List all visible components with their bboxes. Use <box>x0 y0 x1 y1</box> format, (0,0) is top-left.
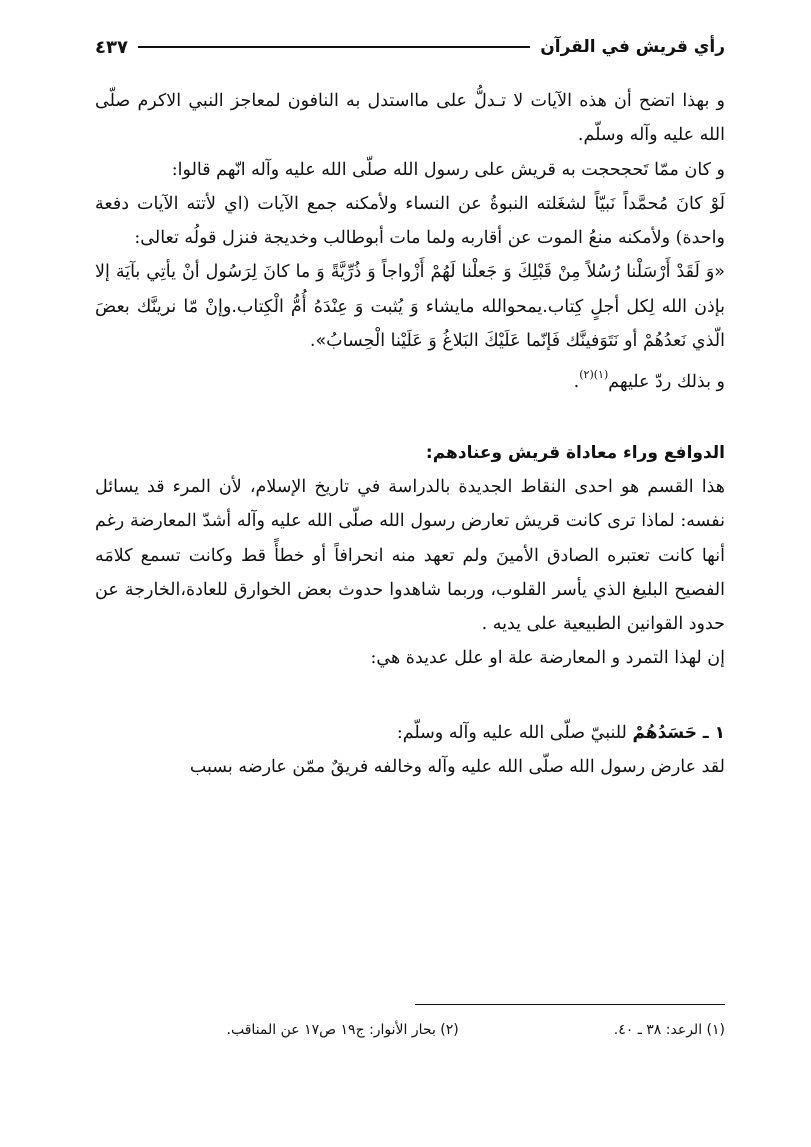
running-header <box>95 30 725 64</box>
list-item-1-label: ١ ـ حَسَدُهُمْ <box>632 722 725 743</box>
header-title: رأي قريش في القرآن <box>540 37 725 57</box>
spacer <box>95 400 725 436</box>
paragraph-5-end: . <box>573 372 580 393</box>
footnote-refs: (١)(٢) <box>579 368 609 382</box>
footnote-2: (٢) بحار الأنوار: ج١٩ ص١٧ عن المناقب. <box>226 1022 459 1038</box>
paragraph-1: و بهذا اتضح أن هذه الآيات لا تـدلُّ على مااستدل به النافون لمعاجز النبي الاكرم صلّى الله عليه وآله وسلّم. <box>95 91 725 146</box>
list-item-1 <box>95 716 725 750</box>
main-text <box>95 84 725 784</box>
paragraph-8: لقد عارض رسول الله صلّى الله عليه وآله وخالفه فريقٌ ممّن عارضه بسبب <box>189 757 725 778</box>
page-number: ٤٣٧ <box>95 36 128 58</box>
list-item-1-text: للنبيّ صلّى الله عليه وآله وسلّم: <box>396 722 627 743</box>
quran-quote: «وَ لَقَدْ أَرْسَلْنا رُسُلاً مِنْ قَبْلِكَ وَ جَعلْنا لَهُمْ أَزْواجاً وَ ذُرِّيَّةً وَ ما كانَ لِرَسُول أنْ يأتِي بآيَة إلا بإذن الله لِكل أجلٍ كِتاب.يمحوالله مايشاء وَ يُثبت وَ عِنْدَهُ أُمُّ الْكِتاب.وإنْ مّا نرينَّك بعضَ الّذي نَعدُهُمْ أو نَتَوَفينَّك فَإنّما عَلَيْكَ البَلاغُ وَ عَلَيْنا الْحِسابُ». <box>95 262 725 352</box>
footnotes <box>95 1022 725 1038</box>
header-rule <box>138 46 530 48</box>
paragraph-5 <box>95 358 725 399</box>
paragraph-2: و كان ممّا تَحجحجت به قريش على رسول الله صلّى الله عليه وآله انّهم قالوا: <box>171 159 725 180</box>
paragraph-5-text: و بذلك ردّ عليهم <box>608 372 725 393</box>
paragraph-7: إن لهذا التمرد و المعارضة علة او علل عديدة هي: <box>370 648 725 669</box>
footnote-1: (١) الرعد: ٣٨ ـ ٤٠. <box>613 1022 725 1038</box>
section-heading: الدوافع وراء معاداة قريش وعنادهم: <box>425 442 725 463</box>
spacer <box>95 676 725 716</box>
footnote-rule <box>415 1004 725 1005</box>
paragraph-6: هذا القسم هو احدى النقاط الجديدة بالدراسة في تاريخ الإسلام، لأن المرء قد يسائل نفسه: لماذا ترى كانت قريش تعارض رسول الله صلّى الله عليه وآله أشدّ المعارضة رغم أنها كانت تعتبره الصادق الأمينَ ولم تعهد منه انحرافاً أو خطأً قط وكانت تسمع كلامَه الفصيح البليغ الذي يأسر القلوب، وربما شاهدوا حدوث بعض الخوارق للعادة،الخارجة عن حدود القوانين الطبيعية على يديه . <box>95 476 725 635</box>
paragraph-3: لَوْ كانَ مُحمَّداً نَبيّاً لشغَلته النبوةُ عن النساء ولأمكنه جمع الآيات (اي لأتته الآيات دفعة واحدة) ولأمكنه منعُ الموت عن أقاربه ولما مات أبوطالب وخديجة فنزل قولُه تعالى: <box>95 193 725 249</box>
